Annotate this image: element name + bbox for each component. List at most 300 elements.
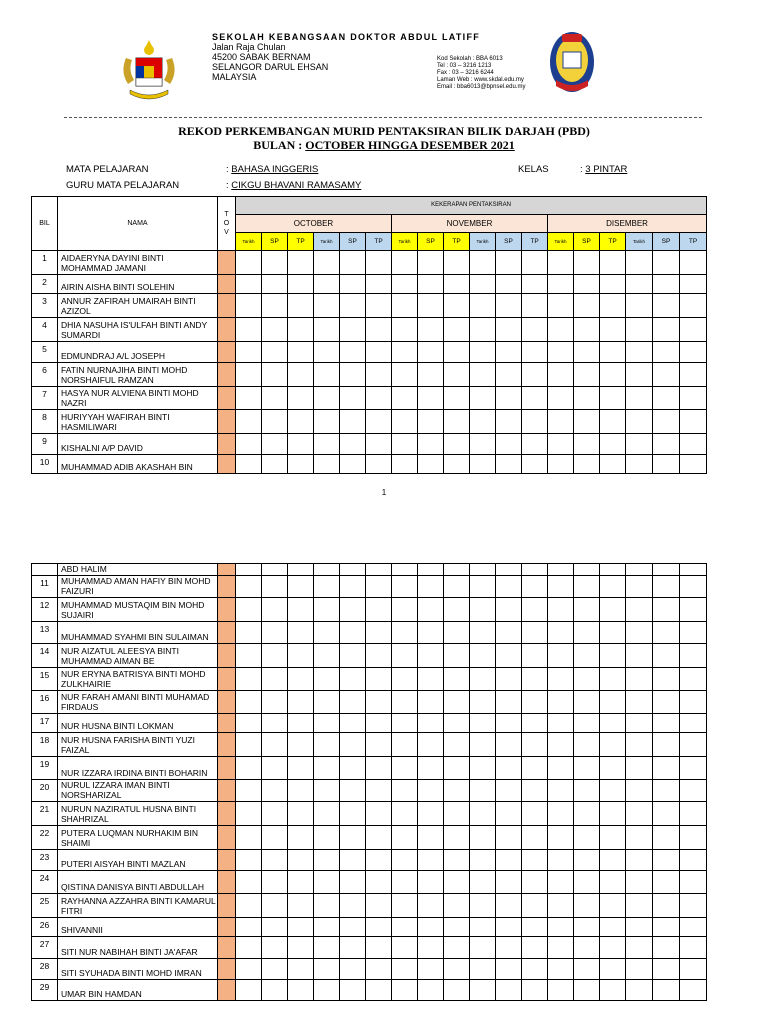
score-cell[interactable] bbox=[392, 455, 418, 474]
score-cell[interactable] bbox=[626, 294, 653, 318]
score-cell[interactable] bbox=[626, 455, 653, 474]
score-cell[interactable] bbox=[496, 455, 522, 474]
score-cell[interactable] bbox=[340, 342, 366, 363]
score-cell[interactable] bbox=[626, 318, 653, 342]
score-cell[interactable] bbox=[626, 757, 653, 780]
score-cell[interactable] bbox=[236, 850, 262, 871]
score-cell[interactable] bbox=[262, 318, 288, 342]
score-cell[interactable] bbox=[548, 294, 574, 318]
score-cell[interactable] bbox=[600, 780, 626, 802]
score-cell[interactable] bbox=[600, 363, 626, 387]
tov-cell[interactable] bbox=[218, 410, 236, 434]
score-cell[interactable] bbox=[680, 275, 707, 294]
score-cell[interactable] bbox=[548, 918, 574, 937]
score-cell[interactable] bbox=[340, 455, 366, 474]
score-cell[interactable] bbox=[470, 937, 496, 959]
score-cell[interactable] bbox=[444, 455, 470, 474]
score-cell[interactable] bbox=[340, 251, 366, 275]
score-cell[interactable] bbox=[653, 780, 680, 802]
score-cell[interactable] bbox=[340, 918, 366, 937]
score-cell[interactable] bbox=[236, 576, 262, 598]
score-cell[interactable] bbox=[653, 980, 680, 1001]
score-cell[interactable] bbox=[288, 318, 314, 342]
score-cell[interactable] bbox=[522, 714, 548, 733]
score-cell[interactable] bbox=[392, 733, 418, 757]
score-cell[interactable] bbox=[680, 850, 707, 871]
score-cell[interactable] bbox=[418, 363, 444, 387]
score-cell[interactable] bbox=[522, 434, 548, 455]
score-cell[interactable] bbox=[236, 622, 262, 644]
score-cell[interactable] bbox=[626, 598, 653, 622]
score-cell[interactable] bbox=[522, 342, 548, 363]
score-cell[interactable] bbox=[680, 757, 707, 780]
score-cell[interactable] bbox=[236, 668, 262, 691]
score-cell[interactable] bbox=[548, 251, 574, 275]
score-cell[interactable] bbox=[626, 937, 653, 959]
score-cell[interactable] bbox=[366, 318, 392, 342]
score-cell[interactable] bbox=[496, 598, 522, 622]
score-cell[interactable] bbox=[496, 576, 522, 598]
score-cell[interactable] bbox=[288, 668, 314, 691]
score-cell[interactable] bbox=[653, 410, 680, 434]
score-cell[interactable] bbox=[340, 894, 366, 918]
score-cell[interactable] bbox=[288, 644, 314, 668]
score-cell[interactable] bbox=[288, 980, 314, 1001]
score-cell[interactable] bbox=[392, 576, 418, 598]
score-cell[interactable] bbox=[470, 668, 496, 691]
score-cell[interactable] bbox=[262, 850, 288, 871]
score-cell[interactable] bbox=[236, 959, 262, 980]
score-cell[interactable] bbox=[262, 294, 288, 318]
score-cell[interactable] bbox=[600, 598, 626, 622]
score-cell[interactable] bbox=[366, 871, 392, 894]
score-cell[interactable] bbox=[366, 714, 392, 733]
tov-cell[interactable] bbox=[218, 622, 236, 644]
score-cell[interactable] bbox=[548, 564, 574, 576]
score-cell[interactable] bbox=[236, 780, 262, 802]
score-cell[interactable] bbox=[653, 275, 680, 294]
tov-cell[interactable] bbox=[218, 733, 236, 757]
tov-cell[interactable] bbox=[218, 455, 236, 474]
score-cell[interactable] bbox=[600, 714, 626, 733]
score-cell[interactable] bbox=[392, 850, 418, 871]
score-cell[interactable] bbox=[314, 410, 340, 434]
score-cell[interactable] bbox=[600, 871, 626, 894]
score-cell[interactable] bbox=[444, 980, 470, 1001]
score-cell[interactable] bbox=[548, 387, 574, 410]
score-cell[interactable] bbox=[418, 251, 444, 275]
score-cell[interactable] bbox=[236, 434, 262, 455]
score-cell[interactable] bbox=[600, 275, 626, 294]
score-cell[interactable] bbox=[600, 410, 626, 434]
score-cell[interactable] bbox=[522, 959, 548, 980]
score-cell[interactable] bbox=[522, 850, 548, 871]
score-cell[interactable] bbox=[470, 251, 496, 275]
score-cell[interactable] bbox=[496, 318, 522, 342]
score-cell[interactable] bbox=[444, 598, 470, 622]
tov-cell[interactable] bbox=[218, 644, 236, 668]
score-cell[interactable] bbox=[653, 434, 680, 455]
score-cell[interactable] bbox=[392, 275, 418, 294]
score-cell[interactable] bbox=[680, 691, 707, 714]
score-cell[interactable] bbox=[680, 622, 707, 644]
score-cell[interactable] bbox=[314, 691, 340, 714]
score-cell[interactable] bbox=[548, 318, 574, 342]
score-cell[interactable] bbox=[653, 826, 680, 850]
score-cell[interactable] bbox=[314, 294, 340, 318]
score-cell[interactable] bbox=[496, 363, 522, 387]
score-cell[interactable] bbox=[574, 826, 600, 850]
score-cell[interactable] bbox=[548, 871, 574, 894]
score-cell[interactable] bbox=[600, 622, 626, 644]
score-cell[interactable] bbox=[653, 733, 680, 757]
score-cell[interactable] bbox=[392, 757, 418, 780]
score-cell[interactable] bbox=[470, 802, 496, 826]
score-cell[interactable] bbox=[600, 644, 626, 668]
score-cell[interactable] bbox=[653, 576, 680, 598]
score-cell[interactable] bbox=[366, 826, 392, 850]
score-cell[interactable] bbox=[653, 937, 680, 959]
score-cell[interactable] bbox=[340, 387, 366, 410]
score-cell[interactable] bbox=[262, 455, 288, 474]
score-cell[interactable] bbox=[653, 363, 680, 387]
score-cell[interactable] bbox=[548, 342, 574, 363]
score-cell[interactable] bbox=[366, 757, 392, 780]
score-cell[interactable] bbox=[548, 802, 574, 826]
score-cell[interactable] bbox=[340, 294, 366, 318]
tov-cell[interactable] bbox=[218, 757, 236, 780]
score-cell[interactable] bbox=[392, 668, 418, 691]
score-cell[interactable] bbox=[496, 668, 522, 691]
score-cell[interactable] bbox=[653, 251, 680, 275]
score-cell[interactable] bbox=[236, 363, 262, 387]
score-cell[interactable] bbox=[288, 598, 314, 622]
score-cell[interactable] bbox=[314, 980, 340, 1001]
score-cell[interactable] bbox=[392, 826, 418, 850]
score-cell[interactable] bbox=[392, 871, 418, 894]
tov-cell[interactable] bbox=[218, 980, 236, 1001]
score-cell[interactable] bbox=[262, 780, 288, 802]
score-cell[interactable] bbox=[600, 576, 626, 598]
score-cell[interactable] bbox=[262, 598, 288, 622]
score-cell[interactable] bbox=[680, 342, 707, 363]
score-cell[interactable] bbox=[626, 275, 653, 294]
score-cell[interactable] bbox=[288, 780, 314, 802]
score-cell[interactable] bbox=[366, 455, 392, 474]
score-cell[interactable] bbox=[626, 980, 653, 1001]
tov-cell[interactable] bbox=[218, 871, 236, 894]
tov-cell[interactable] bbox=[218, 564, 236, 576]
score-cell[interactable] bbox=[340, 959, 366, 980]
score-cell[interactable] bbox=[522, 871, 548, 894]
tov-cell[interactable] bbox=[218, 318, 236, 342]
tov-cell[interactable] bbox=[218, 576, 236, 598]
score-cell[interactable] bbox=[470, 564, 496, 576]
score-cell[interactable] bbox=[288, 455, 314, 474]
score-cell[interactable] bbox=[418, 387, 444, 410]
score-cell[interactable] bbox=[392, 691, 418, 714]
score-cell[interactable] bbox=[496, 826, 522, 850]
score-cell[interactable] bbox=[470, 780, 496, 802]
score-cell[interactable] bbox=[418, 434, 444, 455]
score-cell[interactable] bbox=[444, 826, 470, 850]
score-cell[interactable] bbox=[626, 733, 653, 757]
tov-cell[interactable] bbox=[218, 826, 236, 850]
score-cell[interactable] bbox=[496, 850, 522, 871]
score-cell[interactable] bbox=[314, 455, 340, 474]
score-cell[interactable] bbox=[522, 387, 548, 410]
score-cell[interactable] bbox=[653, 894, 680, 918]
score-cell[interactable] bbox=[340, 871, 366, 894]
score-cell[interactable] bbox=[522, 455, 548, 474]
score-cell[interactable] bbox=[288, 802, 314, 826]
score-cell[interactable] bbox=[366, 980, 392, 1001]
score-cell[interactable] bbox=[496, 780, 522, 802]
score-cell[interactable] bbox=[236, 691, 262, 714]
score-cell[interactable] bbox=[626, 251, 653, 275]
score-cell[interactable] bbox=[653, 294, 680, 318]
score-cell[interactable] bbox=[470, 576, 496, 598]
score-cell[interactable] bbox=[600, 564, 626, 576]
score-cell[interactable] bbox=[314, 802, 340, 826]
score-cell[interactable] bbox=[470, 387, 496, 410]
score-cell[interactable] bbox=[653, 802, 680, 826]
score-cell[interactable] bbox=[314, 576, 340, 598]
score-cell[interactable] bbox=[574, 980, 600, 1001]
score-cell[interactable] bbox=[418, 691, 444, 714]
score-cell[interactable] bbox=[314, 387, 340, 410]
score-cell[interactable] bbox=[262, 980, 288, 1001]
score-cell[interactable] bbox=[600, 668, 626, 691]
score-cell[interactable] bbox=[600, 894, 626, 918]
score-cell[interactable] bbox=[366, 434, 392, 455]
score-cell[interactable] bbox=[288, 342, 314, 363]
score-cell[interactable] bbox=[236, 387, 262, 410]
score-cell[interactable] bbox=[392, 387, 418, 410]
score-cell[interactable] bbox=[236, 894, 262, 918]
score-cell[interactable] bbox=[236, 598, 262, 622]
score-cell[interactable] bbox=[444, 714, 470, 733]
score-cell[interactable] bbox=[418, 733, 444, 757]
score-cell[interactable] bbox=[548, 780, 574, 802]
score-cell[interactable] bbox=[314, 826, 340, 850]
score-cell[interactable] bbox=[288, 733, 314, 757]
score-cell[interactable] bbox=[626, 564, 653, 576]
score-cell[interactable] bbox=[418, 644, 444, 668]
score-cell[interactable] bbox=[366, 275, 392, 294]
score-cell[interactable] bbox=[626, 959, 653, 980]
score-cell[interactable] bbox=[340, 826, 366, 850]
score-cell[interactable] bbox=[626, 644, 653, 668]
score-cell[interactable] bbox=[653, 318, 680, 342]
score-cell[interactable] bbox=[680, 598, 707, 622]
score-cell[interactable] bbox=[340, 363, 366, 387]
score-cell[interactable] bbox=[626, 668, 653, 691]
score-cell[interactable] bbox=[653, 850, 680, 871]
score-cell[interactable] bbox=[470, 410, 496, 434]
score-cell[interactable] bbox=[340, 644, 366, 668]
score-cell[interactable] bbox=[470, 363, 496, 387]
score-cell[interactable] bbox=[340, 564, 366, 576]
score-cell[interactable] bbox=[418, 757, 444, 780]
score-cell[interactable] bbox=[653, 622, 680, 644]
score-cell[interactable] bbox=[680, 937, 707, 959]
score-cell[interactable] bbox=[470, 757, 496, 780]
score-cell[interactable] bbox=[522, 733, 548, 757]
score-cell[interactable] bbox=[444, 251, 470, 275]
score-cell[interactable] bbox=[444, 622, 470, 644]
score-cell[interactable] bbox=[314, 318, 340, 342]
score-cell[interactable] bbox=[522, 294, 548, 318]
score-cell[interactable] bbox=[314, 780, 340, 802]
score-cell[interactable] bbox=[496, 757, 522, 780]
score-cell[interactable] bbox=[522, 410, 548, 434]
score-cell[interactable] bbox=[418, 802, 444, 826]
score-cell[interactable] bbox=[262, 434, 288, 455]
score-cell[interactable] bbox=[418, 668, 444, 691]
score-cell[interactable] bbox=[392, 294, 418, 318]
score-cell[interactable] bbox=[366, 894, 392, 918]
score-cell[interactable] bbox=[522, 668, 548, 691]
score-cell[interactable] bbox=[288, 387, 314, 410]
score-cell[interactable] bbox=[496, 959, 522, 980]
score-cell[interactable] bbox=[314, 363, 340, 387]
score-cell[interactable] bbox=[574, 455, 600, 474]
score-cell[interactable] bbox=[653, 918, 680, 937]
score-cell[interactable] bbox=[653, 714, 680, 733]
score-cell[interactable] bbox=[522, 251, 548, 275]
score-cell[interactable] bbox=[444, 576, 470, 598]
score-cell[interactable] bbox=[236, 342, 262, 363]
score-cell[interactable] bbox=[574, 363, 600, 387]
score-cell[interactable] bbox=[522, 802, 548, 826]
score-cell[interactable] bbox=[574, 342, 600, 363]
score-cell[interactable] bbox=[340, 318, 366, 342]
score-cell[interactable] bbox=[548, 894, 574, 918]
score-cell[interactable] bbox=[236, 714, 262, 733]
score-cell[interactable] bbox=[496, 251, 522, 275]
score-cell[interactable] bbox=[496, 871, 522, 894]
score-cell[interactable] bbox=[574, 714, 600, 733]
score-cell[interactable] bbox=[548, 410, 574, 434]
score-cell[interactable] bbox=[236, 455, 262, 474]
score-cell[interactable] bbox=[236, 733, 262, 757]
score-cell[interactable] bbox=[653, 668, 680, 691]
score-cell[interactable] bbox=[522, 937, 548, 959]
score-cell[interactable] bbox=[496, 691, 522, 714]
score-cell[interactable] bbox=[314, 644, 340, 668]
score-cell[interactable] bbox=[600, 757, 626, 780]
score-cell[interactable] bbox=[392, 959, 418, 980]
score-cell[interactable] bbox=[366, 802, 392, 826]
score-cell[interactable] bbox=[626, 826, 653, 850]
score-cell[interactable] bbox=[340, 757, 366, 780]
score-cell[interactable] bbox=[314, 668, 340, 691]
score-cell[interactable] bbox=[574, 410, 600, 434]
score-cell[interactable] bbox=[340, 780, 366, 802]
score-cell[interactable] bbox=[470, 894, 496, 918]
tov-cell[interactable] bbox=[218, 959, 236, 980]
score-cell[interactable] bbox=[418, 342, 444, 363]
score-cell[interactable] bbox=[236, 275, 262, 294]
score-cell[interactable] bbox=[418, 871, 444, 894]
score-cell[interactable] bbox=[548, 455, 574, 474]
score-cell[interactable] bbox=[392, 780, 418, 802]
tov-cell[interactable] bbox=[218, 850, 236, 871]
score-cell[interactable] bbox=[340, 434, 366, 455]
score-cell[interactable] bbox=[548, 576, 574, 598]
score-cell[interactable] bbox=[288, 275, 314, 294]
score-cell[interactable] bbox=[444, 275, 470, 294]
score-cell[interactable] bbox=[496, 894, 522, 918]
score-cell[interactable] bbox=[496, 622, 522, 644]
score-cell[interactable] bbox=[262, 363, 288, 387]
score-cell[interactable] bbox=[470, 598, 496, 622]
score-cell[interactable] bbox=[314, 342, 340, 363]
score-cell[interactable] bbox=[626, 802, 653, 826]
score-cell[interactable] bbox=[314, 894, 340, 918]
score-cell[interactable] bbox=[288, 434, 314, 455]
score-cell[interactable] bbox=[470, 850, 496, 871]
score-cell[interactable] bbox=[288, 410, 314, 434]
score-cell[interactable] bbox=[574, 564, 600, 576]
score-cell[interactable] bbox=[496, 714, 522, 733]
score-cell[interactable] bbox=[444, 871, 470, 894]
score-cell[interactable] bbox=[444, 937, 470, 959]
score-cell[interactable] bbox=[653, 342, 680, 363]
score-cell[interactable] bbox=[392, 434, 418, 455]
score-cell[interactable] bbox=[392, 980, 418, 1001]
score-cell[interactable] bbox=[626, 780, 653, 802]
score-cell[interactable] bbox=[314, 622, 340, 644]
score-cell[interactable] bbox=[600, 826, 626, 850]
score-cell[interactable] bbox=[288, 937, 314, 959]
score-cell[interactable] bbox=[392, 714, 418, 733]
score-cell[interactable] bbox=[366, 251, 392, 275]
score-cell[interactable] bbox=[522, 780, 548, 802]
score-cell[interactable] bbox=[600, 294, 626, 318]
score-cell[interactable] bbox=[548, 644, 574, 668]
score-cell[interactable] bbox=[314, 733, 340, 757]
score-cell[interactable] bbox=[600, 342, 626, 363]
score-cell[interactable] bbox=[262, 733, 288, 757]
score-cell[interactable] bbox=[340, 576, 366, 598]
tov-cell[interactable] bbox=[218, 714, 236, 733]
score-cell[interactable] bbox=[444, 644, 470, 668]
score-cell[interactable] bbox=[288, 691, 314, 714]
score-cell[interactable] bbox=[522, 826, 548, 850]
score-cell[interactable] bbox=[444, 757, 470, 780]
score-cell[interactable] bbox=[366, 780, 392, 802]
score-cell[interactable] bbox=[548, 980, 574, 1001]
score-cell[interactable] bbox=[418, 455, 444, 474]
score-cell[interactable] bbox=[262, 959, 288, 980]
score-cell[interactable] bbox=[392, 363, 418, 387]
score-cell[interactable] bbox=[522, 757, 548, 780]
score-cell[interactable] bbox=[366, 668, 392, 691]
score-cell[interactable] bbox=[653, 871, 680, 894]
score-cell[interactable] bbox=[626, 850, 653, 871]
score-cell[interactable] bbox=[392, 251, 418, 275]
score-cell[interactable] bbox=[444, 294, 470, 318]
score-cell[interactable] bbox=[418, 318, 444, 342]
score-cell[interactable] bbox=[574, 850, 600, 871]
score-cell[interactable] bbox=[680, 576, 707, 598]
score-cell[interactable] bbox=[574, 959, 600, 980]
score-cell[interactable] bbox=[444, 733, 470, 757]
score-cell[interactable] bbox=[470, 434, 496, 455]
score-cell[interactable] bbox=[496, 564, 522, 576]
